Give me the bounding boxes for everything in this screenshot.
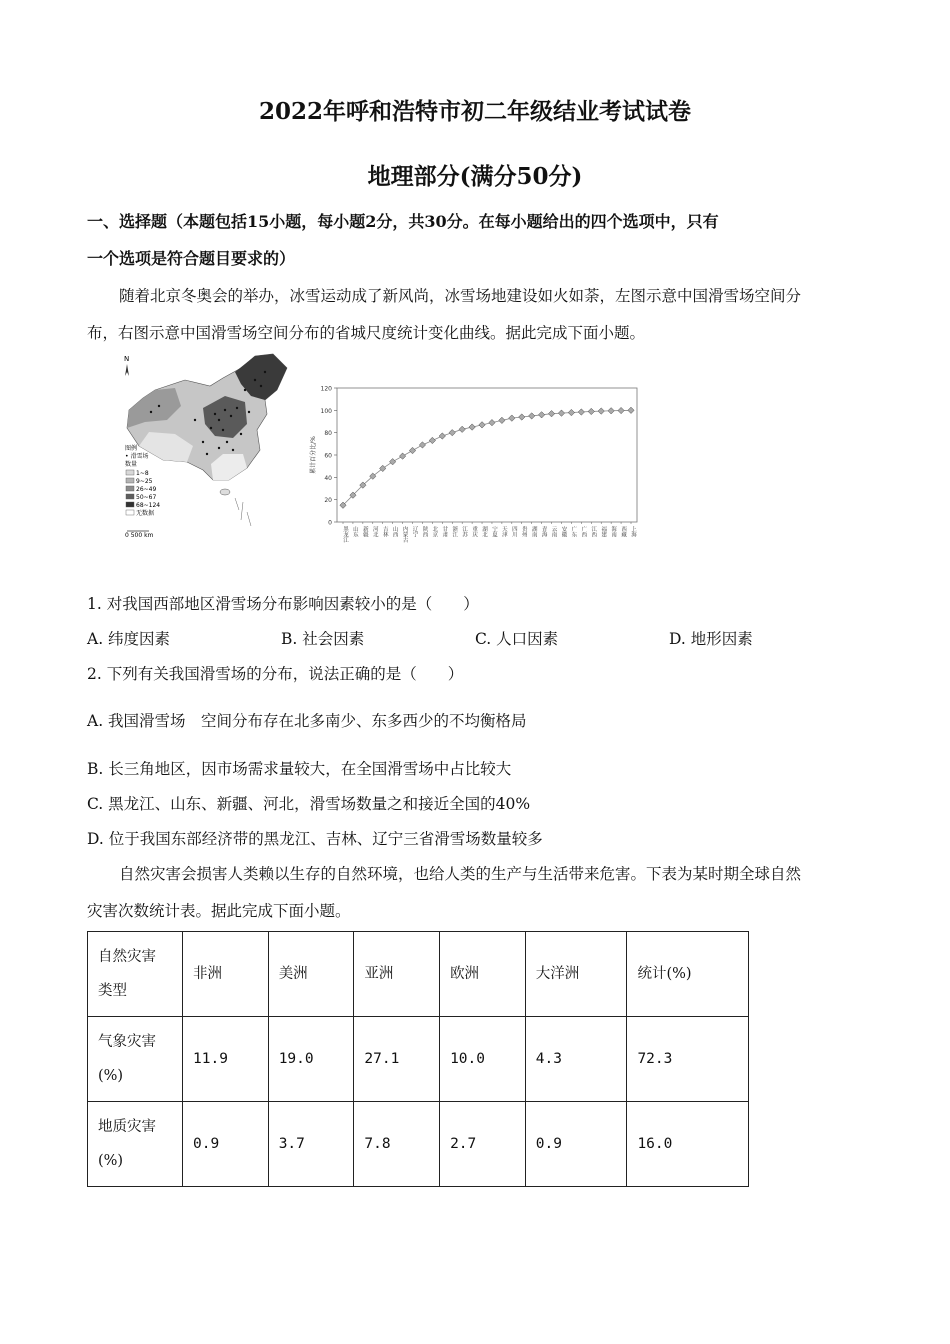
y-tick-label: 0	[328, 519, 332, 527]
legend-swatch	[126, 510, 134, 515]
data-point	[419, 442, 425, 448]
table-cell: 10.0	[440, 1017, 526, 1102]
data-point	[489, 419, 495, 425]
intro1-line1: 随着北京冬奥会的举办，冰雪运动成了新风尚，冰雪场地建设如火如荼，左图示意中国滑雪场空间分	[119, 287, 802, 305]
table-row	[88, 1017, 749, 1102]
intro2-line1: 自然灾害会损害人类赖以生存的自然环境，也给人类的生产与生活带来危害。下表为某时期全球自然	[119, 865, 802, 883]
x-tick-label: 云南	[550, 526, 557, 537]
x-tick-label: 宁夏	[490, 526, 497, 537]
q1-option-c[interactable]: C. 人口因素	[475, 630, 559, 648]
table-cell: 27.1	[354, 1017, 440, 1102]
legend-swatch	[126, 470, 134, 475]
table-cell: 19.0	[268, 1017, 354, 1102]
table-cell: 0.9	[525, 1102, 627, 1187]
x-tick-label: 广东	[570, 526, 577, 537]
data-point	[519, 414, 525, 420]
table-cell: 72.3	[627, 1017, 749, 1102]
x-tick-label: 西藏	[620, 526, 627, 537]
data-point	[499, 417, 505, 423]
q2-stem: 2. 下列有关我国滑雪场的分布，说法正确的是（ ）	[87, 665, 464, 683]
x-tick-label: 山东	[351, 526, 358, 537]
legend-swatch	[126, 486, 134, 491]
intro1-line2: 布，右图示意中国滑雪场空间分布的省城尺度统计变化曲线。据此完成下面小题。	[87, 324, 646, 342]
q2-option-c[interactable]: C. 黑龙江、山东、新疆、河北，滑雪场数量之和接近全国的40%	[87, 795, 531, 813]
header-type-line1: 自然灾害	[98, 949, 156, 965]
table-row	[88, 1102, 749, 1187]
legend-swatch	[126, 502, 134, 507]
north-arrow-label: N	[124, 355, 130, 363]
legend-label: 无数据	[136, 510, 155, 517]
data-point	[528, 413, 534, 419]
q2-option-d[interactable]: D. 位于我国东部经济带的黑龙江、吉林、辽宁三省滑雪场数量较多	[87, 830, 543, 848]
data-point	[439, 433, 445, 439]
x-tick-label: 重庆	[471, 526, 478, 537]
doc-title: 2022年呼和浩特市初二年级结业考试试卷	[258, 98, 691, 125]
header-col-asia: 亚洲	[354, 932, 440, 1017]
south-china-sea-inset	[235, 498, 251, 526]
north-arrow-icon	[125, 364, 129, 376]
data-point	[469, 424, 475, 430]
legend-swatch	[126, 494, 134, 499]
ski-resort-map	[115, 350, 295, 545]
y-tick-label: 80	[324, 430, 332, 438]
x-tick-label: 辽宁	[411, 526, 418, 537]
table-cell: 3.7	[268, 1102, 354, 1187]
data-point	[538, 412, 544, 418]
data-point	[449, 429, 455, 435]
hainan-island	[220, 489, 230, 495]
disaster-table	[87, 931, 749, 1187]
legend-label: 26~49	[136, 486, 157, 493]
x-tick-label: 新疆	[361, 526, 368, 537]
y-tick-label: 100	[320, 407, 332, 415]
cumulative-chart	[305, 380, 645, 555]
q2-option-b[interactable]: B. 长三角地区，因市场需求量较大，在全国滑雪场中占比较大	[87, 760, 512, 778]
row-label-line2: (%)	[98, 1153, 124, 1169]
x-tick-label: 浙江	[451, 526, 458, 537]
q1-option-d[interactable]: D. 地形因素	[669, 630, 753, 648]
x-tick-label: 安徽	[560, 526, 567, 537]
data-point	[399, 453, 405, 459]
data-point	[409, 447, 415, 453]
header-col-oceania: 大洋洲	[525, 932, 627, 1017]
row-label-line1: 地质灾害	[98, 1119, 156, 1135]
header-type-line2: 类型	[98, 983, 127, 999]
data-point	[568, 409, 574, 415]
data-point	[598, 408, 604, 414]
y-tick-label: 20	[324, 497, 332, 505]
table-cell: 0.9	[183, 1102, 269, 1187]
scale-label: 0 500 km	[125, 532, 154, 539]
q1-option-a[interactable]: A. 纬度因素	[87, 630, 171, 648]
q1-stem: 1. 对我国西部地区滑雪场分布影响因素较小的是（ ）	[87, 595, 479, 613]
x-tick-label: 湖南	[530, 526, 537, 537]
legend-title: 图例	[125, 445, 138, 452]
x-tick-label: 福建	[600, 526, 607, 537]
x-tick-label: 湖北	[481, 526, 488, 537]
x-tick-label: 陕西	[421, 526, 428, 537]
data-point	[389, 459, 395, 465]
row-label-cell	[88, 1017, 183, 1102]
table-cell: 4.3	[525, 1017, 627, 1102]
header-col-africa: 非洲	[183, 932, 269, 1017]
y-tick-label: 60	[324, 452, 332, 460]
q2-option-a[interactable]: A. 我国滑雪场 空间分布存在北多南少、东多西少的不均衡格局	[87, 712, 527, 730]
data-point	[608, 408, 614, 414]
x-tick-label: 江西	[590, 526, 597, 537]
section-heading-line2: 一个选项是符合题目要求的）	[87, 249, 296, 268]
intro2-line2: 灾害次数统计表。据此完成下面小题。	[87, 902, 351, 920]
x-tick-label: 吉林	[381, 526, 388, 537]
data-point	[558, 410, 564, 416]
series-line	[343, 410, 631, 505]
y-tick-label: 40	[324, 474, 332, 482]
table-cell: 11.9	[183, 1017, 269, 1102]
q1-option-b[interactable]: B. 社会因素	[281, 630, 365, 648]
legend-label: 9~25	[136, 478, 153, 485]
table-header-row	[88, 932, 749, 1017]
x-tick-label: 甘肃	[441, 526, 448, 537]
x-tick-label: 黑龙江	[342, 526, 348, 543]
data-point	[509, 415, 515, 421]
x-tick-label: 四川	[510, 526, 517, 537]
x-tick-label: 北京	[431, 526, 438, 537]
plot-frame	[337, 388, 637, 522]
data-point	[628, 407, 634, 413]
x-tick-label: 江苏	[461, 526, 468, 537]
row-label-line2: (%)	[98, 1068, 124, 1084]
data-point	[588, 408, 594, 414]
legend-label: 68~124	[136, 502, 161, 509]
table-cell: 16.0	[627, 1102, 749, 1187]
y-tick-label: 120	[320, 385, 332, 393]
header-col-europe: 欧洲	[440, 932, 526, 1017]
legend-swatch	[126, 478, 134, 483]
data-point	[429, 437, 435, 443]
header-col-america: 美洲	[268, 932, 354, 1017]
section-heading-line1: 一、选择题（本题包括15小题，每小题2分，共30分。在每小题给出的四个选项中，只有	[87, 212, 719, 231]
doc-subtitle: 地理部分(满分50分)	[367, 163, 583, 190]
row-label-cell	[88, 1102, 183, 1187]
x-tick-label: 天津	[500, 526, 507, 537]
data-point	[548, 410, 554, 416]
legend-count: 数量	[125, 461, 138, 468]
data-point	[459, 426, 465, 432]
header-type-cell	[88, 932, 183, 1017]
x-tick-label: 广西	[580, 526, 587, 537]
x-tick-label: 内蒙古	[401, 526, 408, 543]
legend-items	[126, 470, 160, 517]
table-cell: 7.8	[354, 1102, 440, 1187]
legend-label: 50~67	[136, 494, 157, 501]
x-tick-label: 海南	[610, 526, 617, 537]
x-tick-label: 贵州	[520, 526, 527, 537]
data-point	[578, 409, 584, 415]
row-label-line1: 气象灾害	[98, 1034, 156, 1050]
x-tick-label: 上海	[630, 526, 636, 537]
data-point	[618, 407, 624, 413]
table-cell: 2.7	[440, 1102, 526, 1187]
x-tick-label: 青海	[540, 526, 547, 537]
x-tick-label: 河北	[371, 526, 378, 537]
x-tick-label: 山西	[391, 526, 398, 537]
data-point	[479, 422, 485, 428]
header-col-total: 统计(%)	[627, 932, 749, 1017]
legend-point: • 滑雪场	[125, 453, 149, 460]
legend-label: 1~8	[136, 470, 149, 477]
y-axis-label: 累计百分比/%	[310, 436, 317, 474]
